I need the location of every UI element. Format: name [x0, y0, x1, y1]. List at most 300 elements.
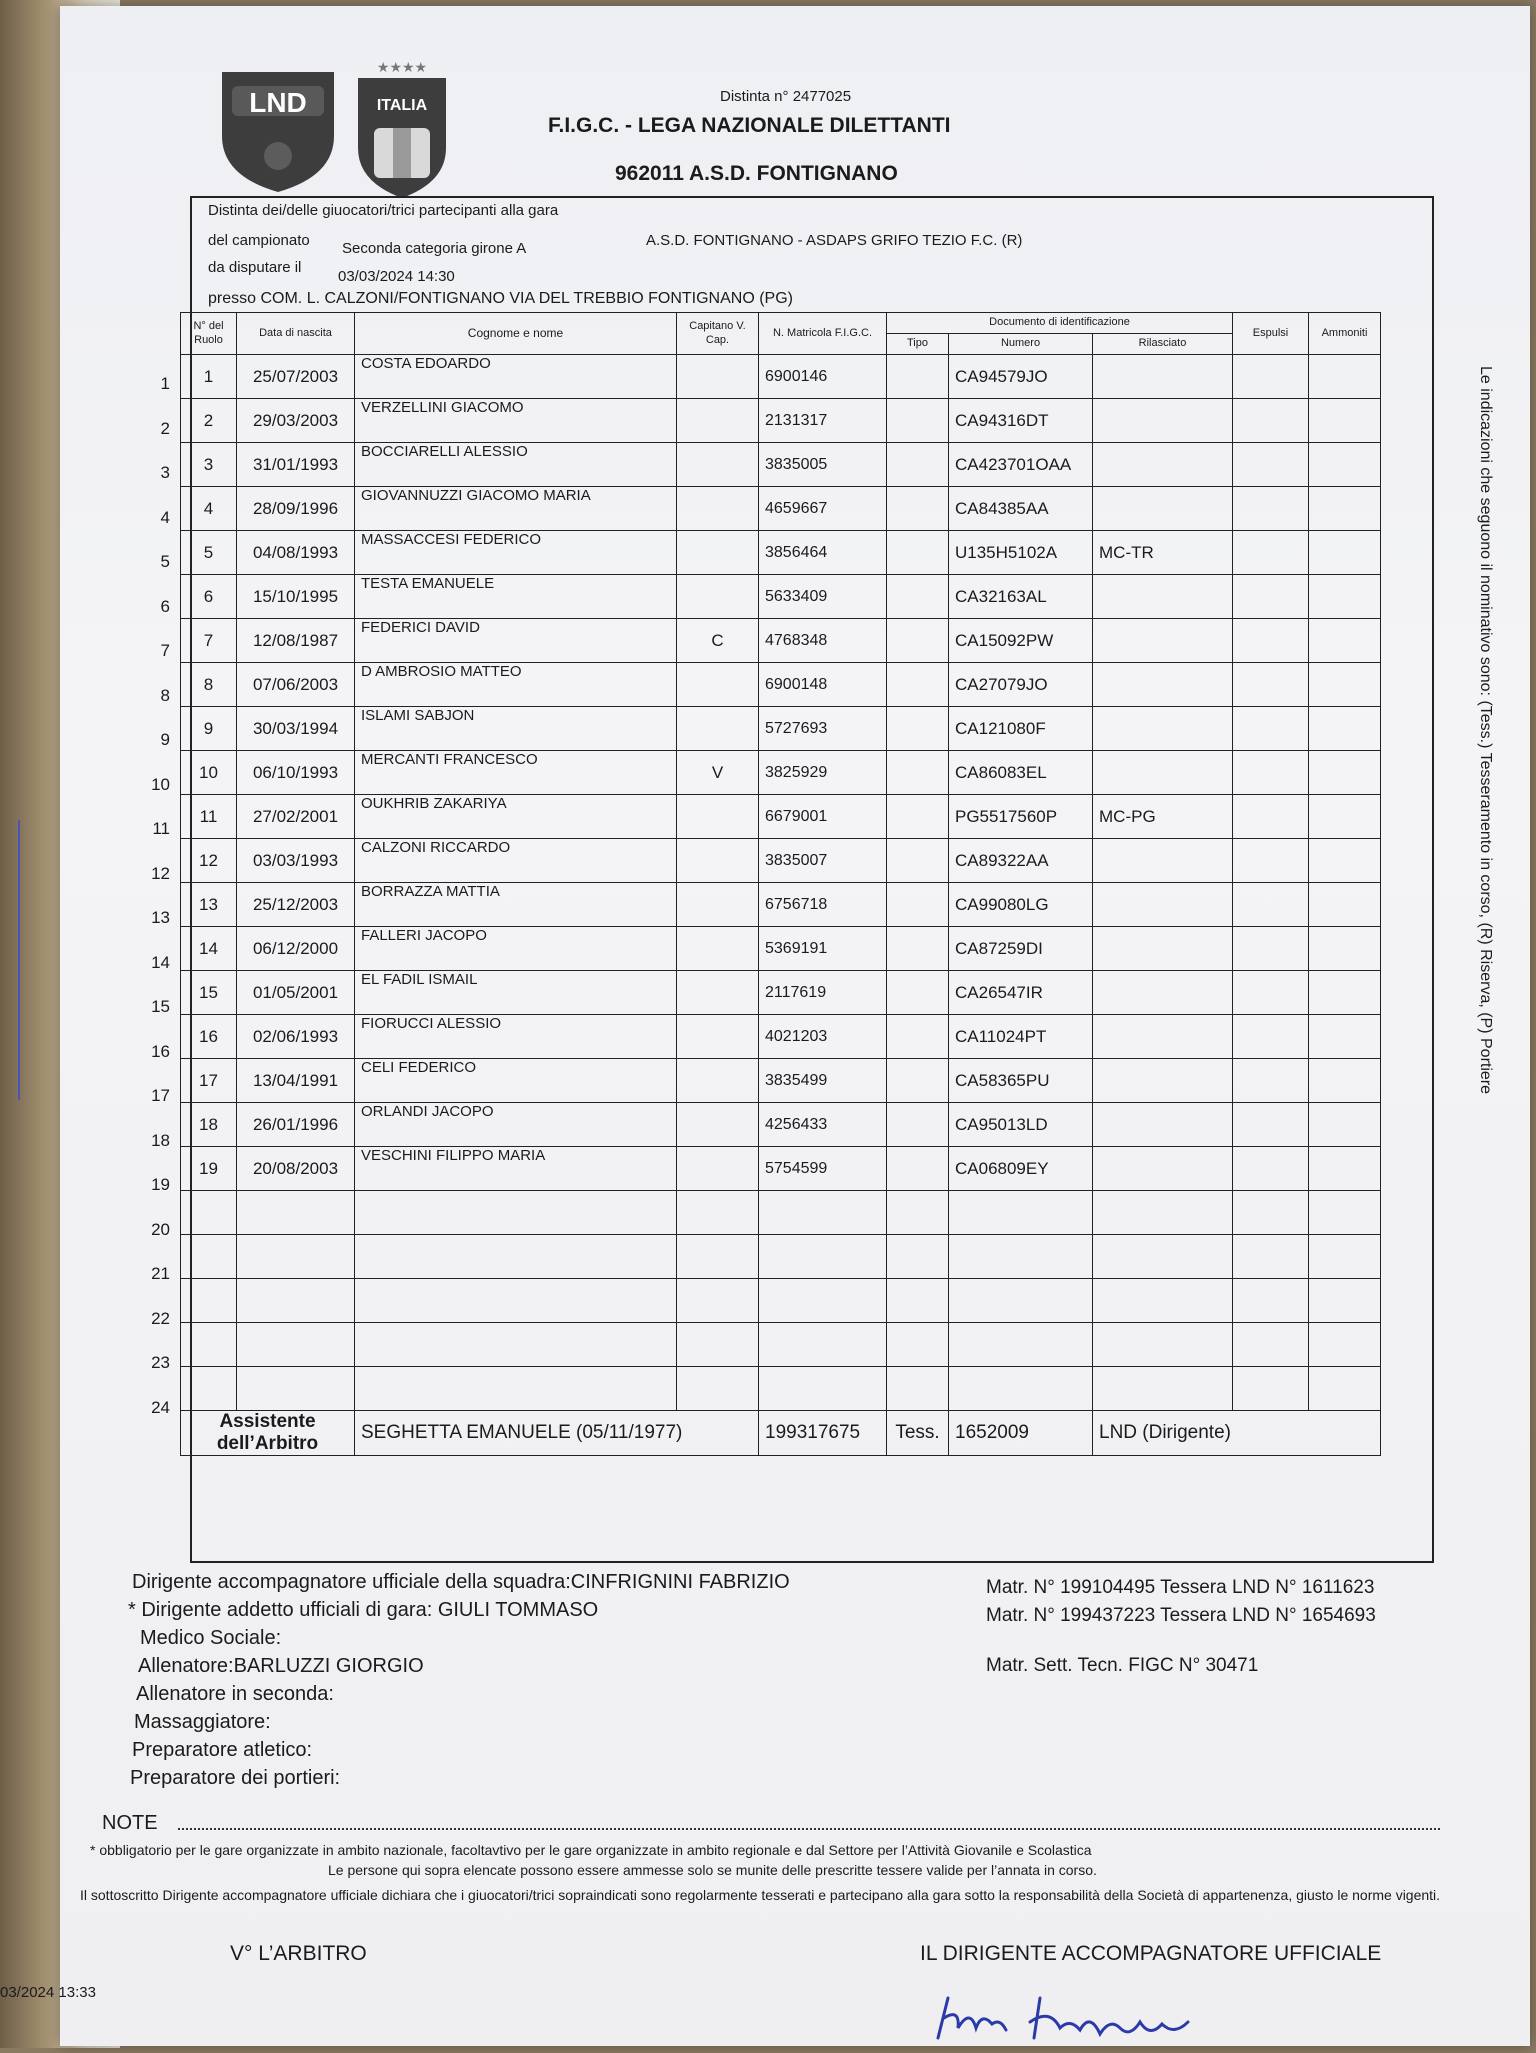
roster-doc-number — [949, 1323, 1093, 1367]
roster-espulsi — [1233, 839, 1309, 883]
roster-espulsi — [1233, 1235, 1309, 1279]
row-number: 20 — [151, 1219, 170, 1239]
roster-name: VESCHINI FILIPPO MARIA — [355, 1147, 677, 1191]
roster-ammoniti — [1309, 1191, 1381, 1235]
roster-matricola — [759, 1279, 887, 1323]
roster-ruolo: 3 — [181, 443, 237, 487]
roster-name — [355, 1367, 677, 1411]
roster-ammoniti — [1309, 1279, 1381, 1323]
roster-espulsi — [1233, 971, 1309, 1015]
roster-name — [355, 1279, 677, 1323]
col-documento: Documento di identificazione — [887, 313, 1233, 334]
roster-doc-type — [887, 1103, 949, 1147]
roster-doc-number: CA84385AA — [949, 487, 1093, 531]
roster-name: FALLERI JACOPO — [355, 927, 677, 971]
roster-matricola — [759, 1323, 887, 1367]
roster-doc-type — [887, 839, 949, 883]
roster-doc-number: CA99080LG — [949, 883, 1093, 927]
roster-captain — [677, 1323, 759, 1367]
match-line2-label: del campionato — [208, 232, 310, 249]
roster-doc-number: CA58365PU — [949, 1059, 1093, 1103]
roster-birthdate: 26/01/1996 — [237, 1103, 355, 1147]
document-sheet — [0, 6, 1530, 2046]
roster-doc-issued — [1093, 1015, 1233, 1059]
roster-doc-number: PG5517560P — [949, 795, 1093, 839]
roster-espulsi — [1233, 1015, 1309, 1059]
dirigente-addetto: * Dirigente addetto ufficiali di gara: GIULI TOMMASO — [128, 1599, 599, 1621]
row-number: 6 — [160, 596, 170, 616]
roster-captain — [677, 1367, 759, 1411]
signature — [930, 1978, 1270, 2053]
roster-name: D AMBROSIO MATTEO — [355, 663, 677, 707]
roster-matricola: 2117619 — [759, 971, 887, 1015]
roster-captain — [677, 443, 759, 487]
roster-doc-issued — [1093, 1191, 1233, 1235]
side-legend-note: Le indicazioni che seguono il nominativo sono: (Tess.) Tesseramento in corso, (R) Riserva, (P) Portiere — [1477, 366, 1494, 1095]
row-number: 8 — [160, 685, 170, 705]
table-row — [181, 971, 1381, 1015]
table-row — [181, 575, 1381, 619]
roster-name — [355, 1323, 677, 1367]
roster-espulsi — [1233, 399, 1309, 443]
roster-doc-number: CA11024PT — [949, 1015, 1093, 1059]
roster-espulsi — [1233, 883, 1309, 927]
roster-ammoniti — [1309, 971, 1381, 1015]
col-matricola: N. Matricola F.I.G.C. — [759, 313, 887, 355]
roster-birthdate: 25/12/2003 — [237, 883, 355, 927]
roster-captain — [677, 971, 759, 1015]
roster-name: VERZELLINI GIACOMO — [355, 399, 677, 443]
roster-birthdate: 13/04/1991 — [237, 1059, 355, 1103]
table-row — [181, 531, 1381, 575]
roster-captain — [677, 1147, 759, 1191]
roster-doc-number: U135H5102A — [949, 531, 1093, 575]
blue-ink-mark — [18, 820, 60, 1100]
row-number: 4 — [160, 507, 170, 527]
table-row — [181, 1103, 1381, 1147]
lnd-logo — [218, 66, 338, 199]
roster-matricola: 3835499 — [759, 1059, 887, 1103]
roster-doc-issued — [1093, 971, 1233, 1015]
roster-doc-type — [887, 619, 949, 663]
row-number: 2 — [160, 418, 170, 438]
declaration: Il sottoscritto Dirigente accompagnatore ufficiale dichiara che i giuocatori/trici sopraindicati sono regolarmente tesserati e partecipano alla gara sotto la responsabilità della Società di appartenenza, giusto le norme vigenti. — [80, 1887, 1441, 1903]
referee-assistant-tipo: Tess. — [887, 1411, 949, 1456]
roster-doc-number: CA89322AA — [949, 839, 1093, 883]
roster-ammoniti — [1309, 927, 1381, 971]
match-line1-label: Distinta dei/delle giuocatori/trici partecipanti alla gara — [208, 202, 559, 219]
roster-doc-issued — [1093, 355, 1233, 399]
table-row — [181, 443, 1381, 487]
match-datetime: 03/03/2024 14:30 — [338, 268, 455, 285]
matricola-allenatore: Matr. Sett. Tecn. FIGC N° 30471 — [986, 1655, 1259, 1676]
table-row — [181, 487, 1381, 531]
roster-ammoniti — [1309, 1323, 1381, 1367]
preparatore-atletico: Preparatore atletico: — [132, 1739, 313, 1761]
roster-name: EL FADIL ISMAIL — [355, 971, 677, 1015]
roster-matricola: 4659667 — [759, 487, 887, 531]
row-number: 22 — [151, 1308, 170, 1328]
row-number: 16 — [151, 1041, 170, 1061]
roster-name: GIOVANNUZZI GIACOMO MARIA — [355, 487, 677, 531]
roster-doc-type — [887, 487, 949, 531]
roster-ammoniti — [1309, 531, 1381, 575]
roster-doc-type — [887, 443, 949, 487]
roster-doc-issued — [1093, 883, 1233, 927]
roster-captain — [677, 663, 759, 707]
roster-matricola: 5754599 — [759, 1147, 887, 1191]
roster-doc-number: CA26547IR — [949, 971, 1093, 1015]
roster-name: BOCCIARELLI ALESSIO — [355, 443, 677, 487]
note-label: NOTE — [102, 1812, 158, 1834]
col-tipo: Tipo — [887, 334, 949, 355]
referee-assistant-rilasciato: LND (Dirigente) — [1093, 1411, 1381, 1456]
roster-doc-issued — [1093, 619, 1233, 663]
roster-espulsi — [1233, 355, 1309, 399]
table-row — [181, 1323, 1381, 1367]
roster-birthdate — [237, 1279, 355, 1323]
roster-captain: C — [677, 619, 759, 663]
roster-matricola: 4021203 — [759, 1015, 887, 1059]
roster-captain — [677, 487, 759, 531]
row-number: 5 — [160, 552, 170, 571]
roster-doc-issued — [1093, 443, 1233, 487]
roster-doc-number: CA94316DT — [949, 399, 1093, 443]
roster-doc-issued — [1093, 663, 1233, 707]
note-line — [178, 1828, 1440, 1830]
roster-doc-issued — [1093, 1367, 1233, 1411]
roster-birthdate: 28/09/1996 — [237, 487, 355, 531]
match-venue: presso COM. L. CALZONI/FONTIGNANO VIA DEL TREBBIO FONTIGNANO (PG) — [208, 290, 793, 307]
roster-birthdate — [237, 1191, 355, 1235]
roster-matricola: 3835007 — [759, 839, 887, 883]
roster-birthdate: 31/01/1993 — [237, 443, 355, 487]
roster-captain — [677, 1279, 759, 1323]
col-nascita: Data di nascita — [237, 313, 355, 355]
roster-doc-issued — [1093, 839, 1233, 883]
roster-espulsi — [1233, 575, 1309, 619]
referee-assistant-name: SEGHETTA EMANUELE (05/11/1977) — [355, 1411, 759, 1456]
row-number: 21 — [151, 1264, 170, 1283]
referee-assistant-matricola: 199317675 — [759, 1411, 887, 1456]
roster-doc-type — [887, 1235, 949, 1279]
roster-espulsi — [1233, 1147, 1309, 1191]
roster-ruolo: 11 — [181, 795, 237, 839]
roster-doc-number: CA86083EL — [949, 751, 1093, 795]
col-capitano: Capitano V. Cap. — [677, 313, 759, 355]
roster-birthdate: 12/08/1987 — [237, 619, 355, 663]
roster-espulsi — [1233, 487, 1309, 531]
svg-text:ITALIA: ITALIA — [376, 97, 428, 114]
arbitro-label: V° L’ARBITRO — [230, 1942, 367, 1965]
roster-ammoniti — [1309, 399, 1381, 443]
roster-birthdate: 29/03/2003 — [237, 399, 355, 443]
roster-doc-issued — [1093, 487, 1233, 531]
allenatore: Allenatore:BARLUZZI GIORGIO — [138, 1655, 424, 1677]
roster-espulsi — [1233, 1279, 1309, 1323]
roster-captain — [677, 1059, 759, 1103]
roster-birthdate: 20/08/2003 — [237, 1147, 355, 1191]
roster-ruolo: 1 — [181, 355, 237, 399]
roster-birthdate: 06/12/2000 — [237, 927, 355, 971]
roster-ammoniti — [1309, 1103, 1381, 1147]
table-row — [181, 1191, 1381, 1235]
roster-doc-type — [887, 795, 949, 839]
roster-doc-issued — [1093, 575, 1233, 619]
roster-matricola: 3835005 — [759, 443, 887, 487]
table-row — [181, 751, 1381, 795]
roster-name: FIORUCCI ALESSIO — [355, 1015, 677, 1059]
roster-doc-type — [887, 1147, 949, 1191]
roster-ruolo: 7 — [181, 619, 237, 663]
roster-doc-issued — [1093, 751, 1233, 795]
row-number-column — [100, 374, 170, 1474]
roster-name — [355, 1191, 677, 1235]
roster-doc-issued — [1093, 707, 1233, 751]
roster-ruolo: 2 — [181, 399, 237, 443]
referee-assistant-label — [181, 1411, 355, 1456]
italia-logo — [352, 58, 452, 205]
roster-espulsi — [1233, 1191, 1309, 1235]
roster-doc-type — [887, 751, 949, 795]
roster-ammoniti — [1309, 619, 1381, 663]
table-row — [181, 1279, 1381, 1323]
preparatore-portieri: Preparatore dei portieri: — [130, 1767, 341, 1789]
col-ruolo: N° del Ruolo — [181, 313, 237, 355]
roster-captain — [677, 355, 759, 399]
table-row — [181, 355, 1381, 399]
roster-matricola: 2131317 — [759, 399, 887, 443]
roster-espulsi — [1233, 751, 1309, 795]
roster-name: TESTA EMANUELE — [355, 575, 677, 619]
roster-doc-type — [887, 707, 949, 751]
roster-table — [180, 312, 1381, 1456]
roster-doc-issued: MC-TR — [1093, 531, 1233, 575]
roster-captain — [677, 795, 759, 839]
roster-birthdate: 15/10/1995 — [237, 575, 355, 619]
roster-espulsi — [1233, 1323, 1309, 1367]
roster-birthdate: 27/02/2001 — [237, 795, 355, 839]
table-row — [181, 927, 1381, 971]
roster-doc-type — [887, 663, 949, 707]
roster-name: COSTA EDOARDO — [355, 355, 677, 399]
roster-doc-type — [887, 1323, 949, 1367]
roster-espulsi — [1233, 707, 1309, 751]
roster-name: CALZONI RICCARDO — [355, 839, 677, 883]
matricola-dirigente-1: Matr. N° 199104495 Tessera LND N° 1611623 — [986, 1577, 1375, 1598]
roster-doc-issued — [1093, 927, 1233, 971]
roster-ammoniti — [1309, 663, 1381, 707]
svg-text:LND: LND — [249, 87, 307, 118]
roster-captain — [677, 531, 759, 575]
roster-espulsi — [1233, 927, 1309, 971]
roster-ammoniti — [1309, 443, 1381, 487]
row-number: 19 — [151, 1175, 170, 1194]
roster-ammoniti — [1309, 1015, 1381, 1059]
roster-ammoniti — [1309, 355, 1381, 399]
roster-matricola: 3825929 — [759, 751, 887, 795]
col-nome: Cognome e nome — [355, 313, 677, 355]
roster-doc-type — [887, 355, 949, 399]
roster-matricola — [759, 1191, 887, 1235]
roster-espulsi — [1233, 795, 1309, 839]
roster-doc-type — [887, 531, 949, 575]
roster-espulsi — [1233, 531, 1309, 575]
roster-birthdate — [237, 1367, 355, 1411]
table-row — [181, 1367, 1381, 1411]
referee-assistant-label-2: dell’Arbitro — [216, 1433, 319, 1454]
roster-doc-number: CA94579JO — [949, 355, 1093, 399]
row-number: 17 — [151, 1086, 170, 1105]
roster-name: MERCANTI FRANCESCO — [355, 751, 677, 795]
roster-matricola: 6679001 — [759, 795, 887, 839]
roster-espulsi — [1233, 443, 1309, 487]
massaggiatore: Massaggiatore: — [134, 1711, 271, 1733]
roster-name: ISLAMI SABJON — [355, 707, 677, 751]
roster-ammoniti — [1309, 575, 1381, 619]
roster-doc-number: CA32163AL — [949, 575, 1093, 619]
roster-espulsi — [1233, 663, 1309, 707]
roster-doc-type — [887, 971, 949, 1015]
referee-assistant-row — [181, 1411, 1381, 1456]
roster-ruolo: 12 — [181, 839, 237, 883]
roster-ruolo: 6 — [181, 575, 237, 619]
table-row — [181, 839, 1381, 883]
roster-captain — [677, 927, 759, 971]
roster-birthdate: 01/05/2001 — [237, 971, 355, 1015]
table-row — [181, 619, 1381, 663]
medico-sociale: Medico Sociale: — [140, 1627, 282, 1649]
roster-ruolo: 15 — [181, 971, 237, 1015]
roster-birthdate — [237, 1235, 355, 1279]
roster-doc-type — [887, 1015, 949, 1059]
roster-ruolo — [181, 1191, 237, 1235]
roster-matricola — [759, 1235, 887, 1279]
row-number: 12 — [151, 863, 170, 883]
row-number: 3 — [160, 463, 170, 482]
roster-ruolo — [181, 1279, 237, 1323]
roster-ammoniti — [1309, 1147, 1381, 1191]
row-number: 23 — [151, 1353, 170, 1372]
footnote-1: * obbligatorio per le gare organizzate in ambito nazionale, facoltavtivo per le gare organizzate in ambito regionale e dal Settore per l’Attività Giovanile e Scolastica — [90, 1842, 1092, 1858]
dirigente-accompagnatore: Dirigente accompagnatore ufficiale della squadra:CINFRIGNINI FABRIZIO — [132, 1571, 790, 1593]
roster-doc-type — [887, 1367, 949, 1411]
col-numero: Numero — [949, 334, 1093, 355]
roster-doc-type — [887, 399, 949, 443]
roster-ruolo — [181, 1323, 237, 1367]
row-number: 14 — [151, 952, 170, 972]
roster-ammoniti — [1309, 883, 1381, 927]
svg-text:★★★★: ★★★★ — [376, 60, 428, 76]
roster-captain — [677, 707, 759, 751]
roster-doc-issued — [1093, 1279, 1233, 1323]
row-number: 7 — [160, 641, 170, 660]
roster-ammoniti — [1309, 1059, 1381, 1103]
row-number: 1 — [160, 374, 170, 393]
roster-captain — [677, 839, 759, 883]
roster-doc-issued — [1093, 1323, 1233, 1367]
roster-espulsi — [1233, 1103, 1309, 1147]
table-row — [181, 399, 1381, 443]
distinta-number: Distinta n° 2477025 — [720, 88, 852, 105]
roster-ammoniti — [1309, 751, 1381, 795]
roster-birthdate: 03/03/1993 — [237, 839, 355, 883]
org-title: F.I.G.C. - LEGA NAZIONALE DILETTANTI — [548, 114, 951, 137]
roster-doc-issued — [1093, 1147, 1233, 1191]
roster-matricola: 6756718 — [759, 883, 887, 927]
roster-espulsi — [1233, 1059, 1309, 1103]
roster-birthdate: 30/03/1994 — [237, 707, 355, 751]
roster-doc-issued: MC-PG — [1093, 795, 1233, 839]
roster-matricola: 4256433 — [759, 1103, 887, 1147]
row-number: 11 — [152, 819, 170, 838]
roster-doc-type — [887, 1279, 949, 1323]
roster-doc-type — [887, 1191, 949, 1235]
roster-doc-number: CA15092PW — [949, 619, 1093, 663]
roster-ammoniti — [1309, 839, 1381, 883]
roster-ruolo — [181, 1235, 237, 1279]
club-title: 962011 A.S.D. FONTIGNANO — [615, 162, 898, 185]
roster-captain — [677, 1191, 759, 1235]
table-row — [181, 1059, 1381, 1103]
match-teams: A.S.D. FONTIGNANO - ASDAPS GRIFO TEZIO F.C. (R) — [646, 232, 1023, 249]
roster-doc-issued — [1093, 1103, 1233, 1147]
roster-captain — [677, 575, 759, 619]
row-number: 10 — [151, 774, 170, 794]
roster-captain — [677, 1103, 759, 1147]
roster-captain — [677, 1015, 759, 1059]
roster-ruolo: 19 — [181, 1147, 237, 1191]
roster-ruolo: 17 — [181, 1059, 237, 1103]
roster-name: BORRAZZA MATTIA — [355, 883, 677, 927]
roster-doc-number: CA121080F — [949, 707, 1093, 751]
roster-ruolo: 5 — [181, 531, 237, 575]
roster-matricola: 5633409 — [759, 575, 887, 619]
roster-ammoniti — [1309, 795, 1381, 839]
table-row — [181, 707, 1381, 751]
roster-birthdate: 04/08/1993 — [237, 531, 355, 575]
roster-captain — [677, 883, 759, 927]
roster-ammoniti — [1309, 1235, 1381, 1279]
row-number: 15 — [151, 997, 170, 1016]
roster-name: OUKHRIB ZAKARIYA — [355, 795, 677, 839]
roster-birthdate: 02/06/1993 — [237, 1015, 355, 1059]
roster-doc-number — [949, 1367, 1093, 1411]
roster-ruolo: 16 — [181, 1015, 237, 1059]
match-line3-label: da disputare il — [208, 259, 302, 276]
roster-ammoniti — [1309, 707, 1381, 751]
roster-name: FEDERICI DAVID — [355, 619, 677, 663]
roster-name: ORLANDI JACOPO — [355, 1103, 677, 1147]
matricola-dirigente-2: Matr. N° 199437223 Tessera LND N° 1654693 — [986, 1605, 1376, 1626]
roster-doc-type — [887, 883, 949, 927]
roster-matricola: 3856464 — [759, 531, 887, 575]
roster-ruolo: 9 — [181, 707, 237, 751]
roster-ruolo: 8 — [181, 663, 237, 707]
roster-doc-number: CA27079JO — [949, 663, 1093, 707]
roster-birthdate: 25/07/2003 — [237, 355, 355, 399]
roster-doc-issued — [1093, 1235, 1233, 1279]
row-number: 9 — [160, 730, 170, 749]
row-number: 18 — [151, 1130, 170, 1150]
roster-name: MASSACCESI FEDERICO — [355, 531, 677, 575]
roster-captain — [677, 1235, 759, 1279]
roster-table-wrap — [180, 312, 1381, 1456]
roster-doc-type — [887, 927, 949, 971]
col-ammoniti: Ammoniti — [1309, 313, 1381, 355]
roster-ruolo: 4 — [181, 487, 237, 531]
roster-doc-issued — [1093, 399, 1233, 443]
